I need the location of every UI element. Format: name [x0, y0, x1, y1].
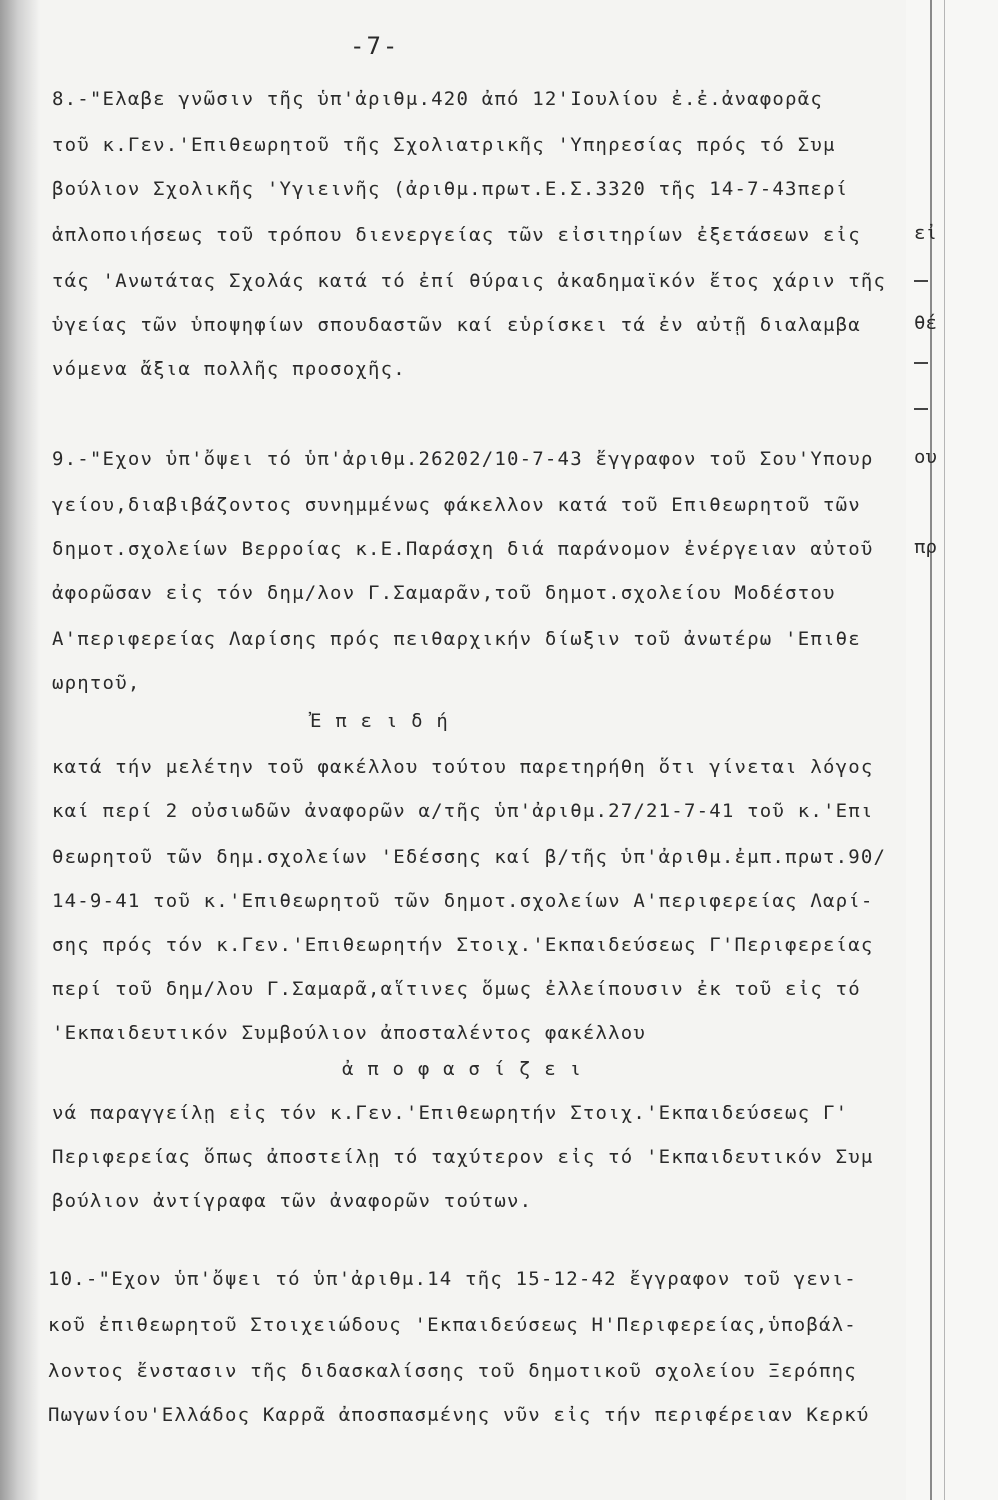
p9-reason-line-5: σης πρός τόν κ.Γεν.'Επιθεωρητήν Στοιχ.'Εκπαιδεύσεως Γ'Περιφερείας	[52, 934, 874, 956]
page-number: -7-	[350, 32, 400, 60]
margin-fragment: πρ	[914, 536, 937, 558]
p9-line-3: δημοτ.σχολείων Βερροίας κ.Ε.Παράσχη διά παράνομον ἐνέργειαν αὐτοῦ	[52, 538, 874, 560]
margin-dash	[914, 280, 928, 282]
p9-line-1: 9.-"Εχον ὑπ'ὄψει τό ὑπ'ἀριθμ.26202/10-7-43 ἔγγραφον τοῦ Σου'Υπουρ	[52, 448, 874, 470]
margin-fragment: εἰ	[914, 222, 937, 244]
margin-dash	[914, 408, 928, 410]
p8-line-1: 8.-"Ελαβε γνῶσιν τῆς ὑπ'ἀριθμ.420 ἀπό 12'Ιουλίου ἐ.ἐ.ἀναφορᾶς	[52, 88, 823, 110]
p9-line-6: ωρητοῦ,	[52, 672, 141, 694]
p9-reason-line-2: καί περί 2 οὐσιωδῶν ἀναφορῶν α/τῆς ὑπ'ἀριθμ.27/21-7-41 τοῦ κ.'Επι	[52, 800, 874, 822]
p8-line-2: τοῦ κ.Γεν.'Επιθεωρητοῦ τῆς Σχολιατρικῆς 'Υπηρεσίας πρός τό Συμ	[52, 134, 836, 156]
p9-decision-line-3: βούλιον ἀντίγραφα τῶν ἀναφορῶν τούτων.	[52, 1190, 533, 1212]
p10-line-3: λοντος ἔνστασιν τῆς διδασκαλίσσης τοῦ δημοτικοῦ σχολείου Ξερόπης	[48, 1360, 857, 1382]
p9-line-5: Α'περιφερείας Λαρίσης πρός πειθαρχικήν δίωξιν τοῦ ἀνωτέρω 'Επιθε	[52, 628, 861, 650]
p9-decision-line-1: νά παραγγείλῃ εἰς τόν κ.Γεν.'Επιθεωρητήν Στοιχ.'Εκπαιδεύσεως Γ'	[52, 1102, 849, 1124]
p8-line-5: τάς 'Ανωτάτας Σχολάς κατά τό ἐπί θύραις ἀκαδημαϊκόν ἔτος χάριν τῆς	[52, 270, 887, 292]
section-heading-apofasizei: ἀ π ο φ α σ ί ζ ε ι	[342, 1058, 583, 1080]
p9-reason-line-7: 'Εκπαιδευτικόν Συμβούλιον ἀποσταλέντος φακέλλου	[52, 1022, 647, 1044]
margin-fragment: ου	[914, 446, 937, 468]
p8-line-6: ὑγείας τῶν ὑποψηφίων σπουδαστῶν καί εὑρίσκει τά ἐν αὐτῇ διαλαμβα	[52, 314, 861, 336]
p8-line-7: νόμενα ἄξια πολλῆς προσοχῆς.	[52, 358, 406, 380]
p10-line-4: Πωγωνίου'Ελλάδος Καρρᾶ ἀποσπασμένης νῦν εἰς τήν περιφέρειαν Κερκύ	[48, 1404, 870, 1426]
p9-reason-line-3: θεωρητοῦ τῶν δημ.σχολείων 'Εδέσσης καί β/τῆς ὑπ'ἀριθμ.ἐμπ.πρωτ.90/	[52, 846, 887, 868]
p9-line-4: ἀφορῶσαν εἰς τόν δημ/λον Γ.Σαμαρᾶν,τοῦ δημοτ.σχολείου Μοδέστου	[52, 582, 836, 604]
p9-reason-line-4: 14-9-41 τοῦ κ.'Επιθεωρητοῦ τῶν δημοτ.σχολείων Α'περιφερείας Λαρί-	[52, 890, 874, 912]
p8-line-3: βούλιον Σχολικῆς 'Υγιεινῆς (ἀριθμ.πρωτ.Ε.Σ.3320 τῆς 14-7-43περί	[52, 178, 849, 200]
p10-line-2: κοῦ ἐπιθεωρητοῦ Στοιχειώδους 'Εκπαιδεύσεως Η'Περιφερείας,ὑποβάλ-	[48, 1314, 857, 1336]
margin-dash	[914, 362, 928, 364]
p9-reason-line-6: περί τοῦ δημ/λου Γ.Σαμαρᾶ,αἵτινες ὅμως ἐλλείπουσιν ἐκ τοῦ εἰς τό	[52, 978, 861, 1000]
p9-decision-line-2: Περιφερείας ὅπως ἀποστείλῃ τό ταχύτερον εἰς τό 'Εκπαιδευτικόν Συμ	[52, 1146, 874, 1168]
section-heading-epeidi: Ἐ π ε ι δ ή	[310, 710, 450, 732]
p8-line-4: ἁπλοποιήσεως τοῦ τρόπου διενεργείας τῶν εἰσιτηρίων ἐξετάσεων εἰς	[52, 224, 861, 246]
p10-line-1: 10.-"Εχον ὑπ'ὄψει τό ὑπ'ἀριθμ.14 τῆς 15-12-42 ἔγγραφον τοῦ γενι-	[48, 1268, 857, 1290]
p9-line-2: γείου,διαβιβάζοντος συνημμένως φάκελλον κατά τοῦ Επιθεωρητοῦ τῶν	[52, 494, 861, 516]
margin-fragment: θέ	[914, 312, 937, 334]
p9-reason-line-1: κατά τήν μελέτην τοῦ φακέλλου τούτου παρετηρήθη ὅτι γίνεται λόγος	[52, 756, 874, 778]
